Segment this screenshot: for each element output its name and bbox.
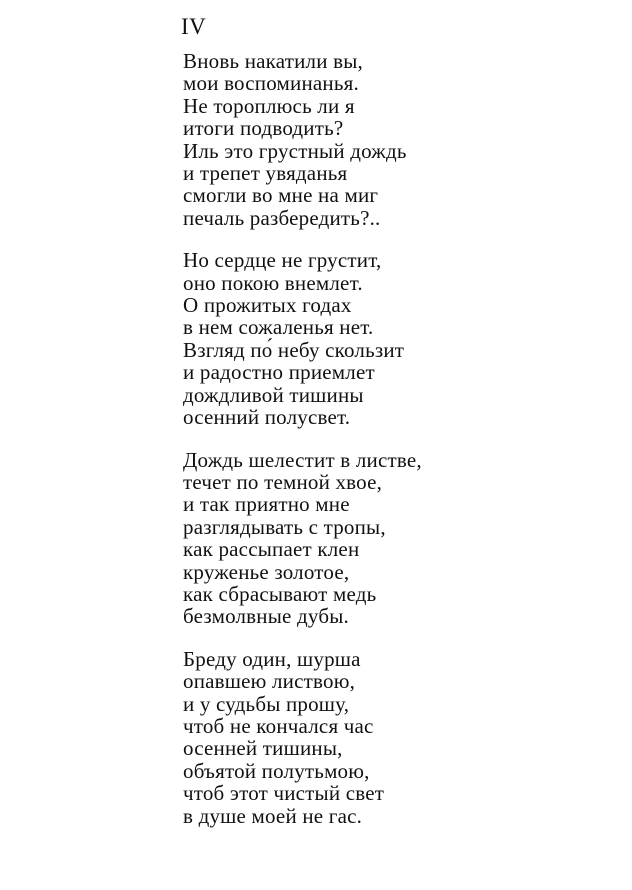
poem-line: объятой полутьмою,: [183, 758, 370, 783]
stanza-4: [183, 648, 603, 827]
poem-line: безмолвные дубы.: [183, 604, 349, 629]
stanza-2: [183, 249, 603, 428]
poem-line: как рассыпает клен: [183, 537, 360, 562]
stanza-1: [183, 50, 603, 229]
poem-line: печаль разбередить?..: [183, 205, 381, 230]
poem-line: и радостно приемлет: [183, 360, 375, 385]
poem-line: мои воспоминанья.: [183, 71, 359, 96]
stanza-3: [183, 449, 603, 628]
poem-line: Дождь шелестит в листве,: [183, 447, 422, 472]
poem-line: и трепет увяданья: [183, 161, 348, 186]
poem-line: осенней тишины,: [183, 736, 343, 761]
poem-line: и так приятно мне: [183, 492, 350, 517]
poem-line: Но сердце не грустит,: [183, 248, 382, 273]
poem-line: Иль это грустный дождь: [183, 138, 407, 163]
poem-line: и у судьбы прошу,: [183, 691, 350, 716]
poem-line: как сбрасывают медь: [183, 581, 377, 606]
poem-line: в душе моей не гас.: [183, 803, 363, 828]
section-number: IV: [181, 14, 207, 39]
poem-line: течет по темной хвое,: [183, 469, 383, 494]
poem-line: Бреду один, шурша: [183, 646, 361, 671]
poem-line: Вновь накатили вы,: [183, 49, 363, 73]
poem-line: круженье золотое,: [183, 559, 350, 584]
poem-line: дождливой тишины: [183, 382, 364, 407]
poem-line: осенний полусвет.: [183, 405, 351, 430]
poem-line: Не тороплюсь ли я: [183, 93, 355, 118]
poem-line: чтоб не кончался час: [183, 713, 374, 738]
poem-line: итоги подводить?: [183, 116, 344, 141]
poem-line: опавшею листвою,: [183, 669, 356, 694]
poem-line: в нем сожаленья нет.: [183, 315, 374, 340]
poem-body: [183, 50, 603, 847]
poem-line: разглядывать с тропы,: [183, 514, 386, 539]
poem-line: чтоб этот чистый свет: [183, 781, 385, 806]
poem-line: Взгляд по́ небу скользит: [183, 337, 405, 362]
poem-line: О прожитых годах: [183, 293, 352, 318]
poem-line: смогли во мне на миг: [183, 183, 379, 208]
poem-line: оно покою внемлет.: [183, 270, 363, 295]
